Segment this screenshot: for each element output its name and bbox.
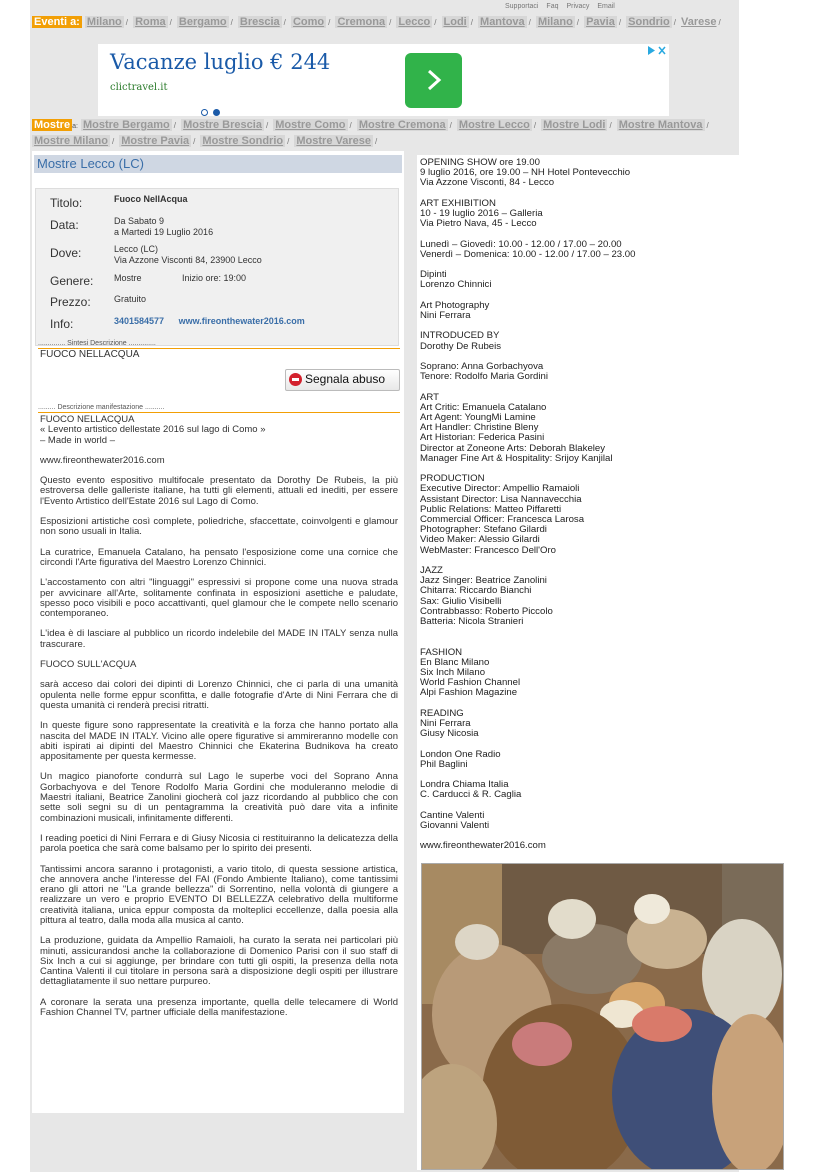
phone-link[interactable]: 3401584577 <box>114 316 165 326</box>
description-paragraph: La produzione, guidata da Ampellio Ramaioli, ha curato la serata nei particolari più minuti, assicurandosi anche la collaborazione di Domenico Parisi con il suo staff di Six Inch a cui si aggiunge, per brindare con tutti gli ospiti, la presenza della nota Cantina Valenti il cui titolare in persona sarà a disposizione degli ospiti per illustrare dettagliatamente il suo nettare purpureo. <box>40 935 398 988</box>
description-paragraph: sarà acceso dai colori dei dipinti di Lorenzo Chinnici, che ci parla di una umanità opulenta nelle forme eppur sconfitta, e dalle fotografie d'Arte di Nini Ferrara che di questa umanità ci renderà precisi ritratti. <box>40 679 398 711</box>
event-program-column <box>417 155 788 1170</box>
city-link-brescia[interactable]: Brescia <box>239 16 280 28</box>
city-link-varese[interactable]: Varese <box>681 16 717 28</box>
program-block: Londra Chiama Italia C. Carducci & R. Caglia <box>420 779 522 801</box>
event-start-time: Inizio ore: 19:00 <box>182 273 247 283</box>
description-paragraph: Un magico pianoforte condurrà sul Lago le superbe voci del Soprano Anna Gorbachyova e del Tenore Rodolfo Maria Gordini che moduleranno melodie di Maestri italiani, Beatrice Zanolini giocherà col jazz ricordando al pubblico che con sette soli segni su di un pentagramma la creatività può dare vita a infinite combinazioni musicali, infinitamente differenti. <box>40 771 398 824</box>
city-link-roma[interactable]: Roma <box>135 16 166 28</box>
ad-dot-1[interactable] <box>201 109 208 116</box>
description-heading: ......... Descrizione manifestazione .......... <box>38 404 165 411</box>
ad-banner[interactable] <box>98 44 669 116</box>
mostre-link-brescia[interactable]: Mostre Brescia <box>183 119 262 131</box>
event-title: Fuoco NellAcqua <box>114 194 188 204</box>
chevron-right-icon <box>424 69 444 91</box>
email-link[interactable]: Email <box>597 3 615 10</box>
program-block: JAZZ Jazz Singer: Beatrice Zanolini Chitarra: Riccardo Bianchi Sax: Giulio Visibelli Contrabbasso: Roberto Piccolo Batteria: Nicola Stranieri <box>420 564 553 627</box>
summary-heading: .............. Sintesi Descrizione .............. <box>38 340 156 347</box>
event-price: Gratuito <box>114 294 147 304</box>
description-paragraph: L'accostamento con altri "linguaggi" espressivi si propone come una nuova strada per avvicinare all'Arte, solitamente confinata in esposizioni asettiche e paludate, spesso poco visibili e poco accattivanti, quel glamour che le compete nello scenario contemporaneo. <box>40 577 398 620</box>
description-paragraph: FUOCO SULL'ACQUA <box>40 659 137 671</box>
price-label: Prezzo: <box>50 295 91 309</box>
city-link-bergamo[interactable]: Bergamo <box>178 16 227 28</box>
program-block: Cantine Valenti Giovanni Valenti <box>420 809 490 831</box>
description-divider <box>38 412 400 413</box>
event-detail-column <box>32 151 404 1113</box>
top-links <box>505 3 621 10</box>
event-painting-image <box>421 863 784 1170</box>
description-paragraph: FUOCO NELLACQUA « Levento artistico dellestate 2016 sul lago di Como » – Made in world – <box>40 414 266 446</box>
faq-link[interactable]: Faq <box>546 3 559 10</box>
genre-label: Genere: <box>50 274 94 288</box>
mostre-link-lecco[interactable]: Mostre Lecco <box>458 119 530 131</box>
program-block: INTRODUCED BY Dorothy De Rubeis <box>420 330 502 352</box>
mostre-link-mantova[interactable]: Mostre Mantova <box>618 119 703 131</box>
date-label: Data: <box>50 218 79 232</box>
ad-domain[interactable]: clictravel.it <box>110 82 168 93</box>
program-text <box>420 158 785 862</box>
city-link-lodi[interactable]: Lodi <box>443 16 467 28</box>
section-title: Mostre Lecco (LC) <box>34 155 402 173</box>
mostre-link-pavia[interactable]: Mostre Pavia <box>121 135 190 147</box>
mostre-link-cremona[interactable]: Mostre Cremona <box>358 119 446 131</box>
program-block: ART EXHIBITION 10 - 19 luglio 2016 – Galleria Via Pietro Nava, 45 - Lecco <box>420 197 543 230</box>
city-nav-prefix: Eventi a: <box>34 16 80 28</box>
mostre-link-lodi[interactable]: Mostre Lodi <box>543 119 606 131</box>
event-info-box <box>35 188 399 346</box>
mostre-nav-prefix: Mostre <box>34 119 71 131</box>
program-block: Lunedì – Giovedì: 10.00 - 12.00 / 17.00 – 20.00 Venerdì – Domenica: 10.00 - 12.00 / 17.00 – 23.00 <box>420 238 636 260</box>
mostre-link-varese[interactable]: Mostre Varese <box>296 135 371 147</box>
description-paragraph: In queste figure sono rappresentate la creatività e la forza che hanno portato alla nascita del MADE IN ITALY. Vicino alle opere figurative si ammireranno modelle con abiti ispirati ai dipinti del Maestro Chinnici che Ekaterina Budnikova ha creato appositamente per questa kermesse. <box>40 720 398 763</box>
mostre-link-como[interactable]: Mostre Como <box>275 119 346 131</box>
city-link-lecco[interactable]: Lecco <box>398 16 431 28</box>
program-website-link[interactable]: www.fireonthewater2016.com <box>420 840 546 852</box>
event-contacts <box>114 316 305 327</box>
description-body <box>40 415 398 1028</box>
description-paragraph: L'idea è di lasciare al pubblico un ricordo indelebile del MADE IN ITALY senza nulla trascurare. <box>40 628 398 650</box>
website-link[interactable]: www.fireonthewater2016.com <box>178 316 305 326</box>
description-paragraph: I reading poetici di Nini Ferrara e di Giusy Nicosia ci restituiranno la delicatezza della parola poetica che sarà come balsamo per lo spirito dei presenti. <box>40 832 398 855</box>
description-paragraph: Tantissimi ancora saranno i protagonisti, a vario titolo, di questa sessione artistica, che annovera anche l'interesse del FAI (Fondo Ambiente Italiano), come tantissimi erano gli attori ne "La grande bellezza" di Sorrentino, nella volontà di giungere a realizzare un vero e proprio EVENTO DI BELLEZZA celebrativo della multiforme creatività italiana, unica eppur composta da molteplici eccellenze, dalla poesia alla pittura al teatro, dalla moda alla musica al canto. <box>40 863 398 926</box>
mostre-link-sondrio[interactable]: Mostre Sondrio <box>202 135 284 147</box>
program-block: PRODUCTION Executive Director: Ampellio Ramaioli Assistant Director: Lisa Nannavecchia Public Relations: Matteo Piffaretti Commercial Officer: Francesca Larosa Photographer: Stefano Gilardi Video Maker: Alessio Gilardi WebMaster: Francesco Dell'Oro <box>420 473 585 556</box>
program-block: READING Nini Ferrara Giusy Nicosia <box>420 707 479 740</box>
city-link-pavia[interactable]: Pavia <box>586 16 615 28</box>
program-block: Art Photography Nini Ferrara <box>420 299 490 321</box>
event-date: Da Sabato 9 a Martedi 19 Luglio 2016 <box>114 216 214 237</box>
ad-open-button[interactable] <box>405 53 462 108</box>
event-genre: Mostre <box>114 273 142 283</box>
mostre-link-bergamo[interactable]: Mostre Bergamo <box>82 119 170 131</box>
painting-illustration <box>422 864 784 1170</box>
info-label: Info: <box>50 317 74 331</box>
ad-title[interactable]: Vacanze luglio € 244 <box>110 50 331 74</box>
support-link[interactable]: Supportaci <box>505 3 539 10</box>
program-block: ART Art Critic: Emanuela Catalano Art Agent: YoungMi Lamine Art Handler: Christine Bleny Art Historian: Federica Pasini Director at Zoneone Arts: Deborah Blakeley Manager Fine Art & Hospitality: Srijoy Kanjilal <box>420 391 613 464</box>
program-block: London One Radio Phil Baglini <box>420 748 501 770</box>
city-nav: Eventi a: Milano / Roma / Bergamo / Brescia / Como / Cremona / Lecco / Lodi / Mantova / Milano / Pavia / Sondrio / Varese / <box>34 16 721 28</box>
city-link-sondrio[interactable]: Sondrio <box>628 16 670 28</box>
description-paragraph: A coronare la serata una presenza importante, quella delle telecamere di World Fashion Channel TV, partner ufficiale della manifestazione. <box>40 996 398 1019</box>
city-link-milano[interactable]: Milano <box>86 16 122 28</box>
adchoices-icon[interactable] <box>647 45 667 56</box>
description-link[interactable]: www.fireonthewater2016.com <box>40 454 165 466</box>
city-link-milano-2[interactable]: Milano <box>537 16 573 28</box>
ad-dot-2[interactable] <box>213 109 220 116</box>
program-block: Soprano: Anna Gorbachyova Tenore: Rodolfo Maria Gordini <box>420 360 548 383</box>
report-abuse-button[interactable]: Segnala abuso <box>285 369 400 391</box>
title-label: Titolo: <box>50 196 83 210</box>
location-label: Dove: <box>50 246 82 260</box>
no-entry-icon <box>289 373 302 386</box>
description-paragraph: La curatrice, Emanuela Catalano, ha pensato l'esposizione come una cornice che circondi l'Arte figurativa del Maestro Lorenzo Chinnici. <box>40 546 398 568</box>
city-link-mantova[interactable]: Mantova <box>480 16 525 28</box>
description-paragraph: Esposizioni artistiche così complete, poliedriche, sfaccettate, coinvolgenti e glamour non sono usuali in Italia. <box>40 516 398 538</box>
program-block: FASHION En Blanc Milano Six Inch Milano World Fashion Channel Alpi Fashion Magazine <box>420 646 521 699</box>
privacy-link[interactable]: Privacy <box>566 3 590 10</box>
program-block: OPENING SHOW ore 19.00 9 luglio 2016, ore 19.00 – NH Hotel Pontevecchio Via Azzone Visconti, 84 - Lecco <box>420 157 631 189</box>
summary-text: FUOCO NELLACQUA <box>40 349 140 360</box>
event-location: Lecco (LC) Via Azzone Visconti 84, 23900 Lecco <box>114 244 262 265</box>
description-paragraph: Questo evento espositivo multifocale presentato da Dorothy De Rubeis, la più estroversa delle galleriste italiane, ha tutti gli elementi, attuali ed inediti, per essere l'Evento Artistico dell'Estate 2016 sul Lago di Como. <box>40 475 398 507</box>
mostre-link-milano[interactable]: Mostre Milano <box>34 135 108 147</box>
program-block: Dipinti Lorenzo Chinnici <box>420 269 492 291</box>
city-link-como[interactable]: Como <box>292 16 325 28</box>
mostre-nav: Mostre a: Mostre Bergamo / Mostre Brescia / Mostre Como / Mostre Cremona / Mostre Lecco / Mostre Lodi / Mostre Mantova / Mostre Milano / Mostre Pavia / Mostre Sondrio / Mostre Varese / <box>34 119 709 147</box>
city-link-cremona[interactable]: Cremona <box>337 16 386 28</box>
